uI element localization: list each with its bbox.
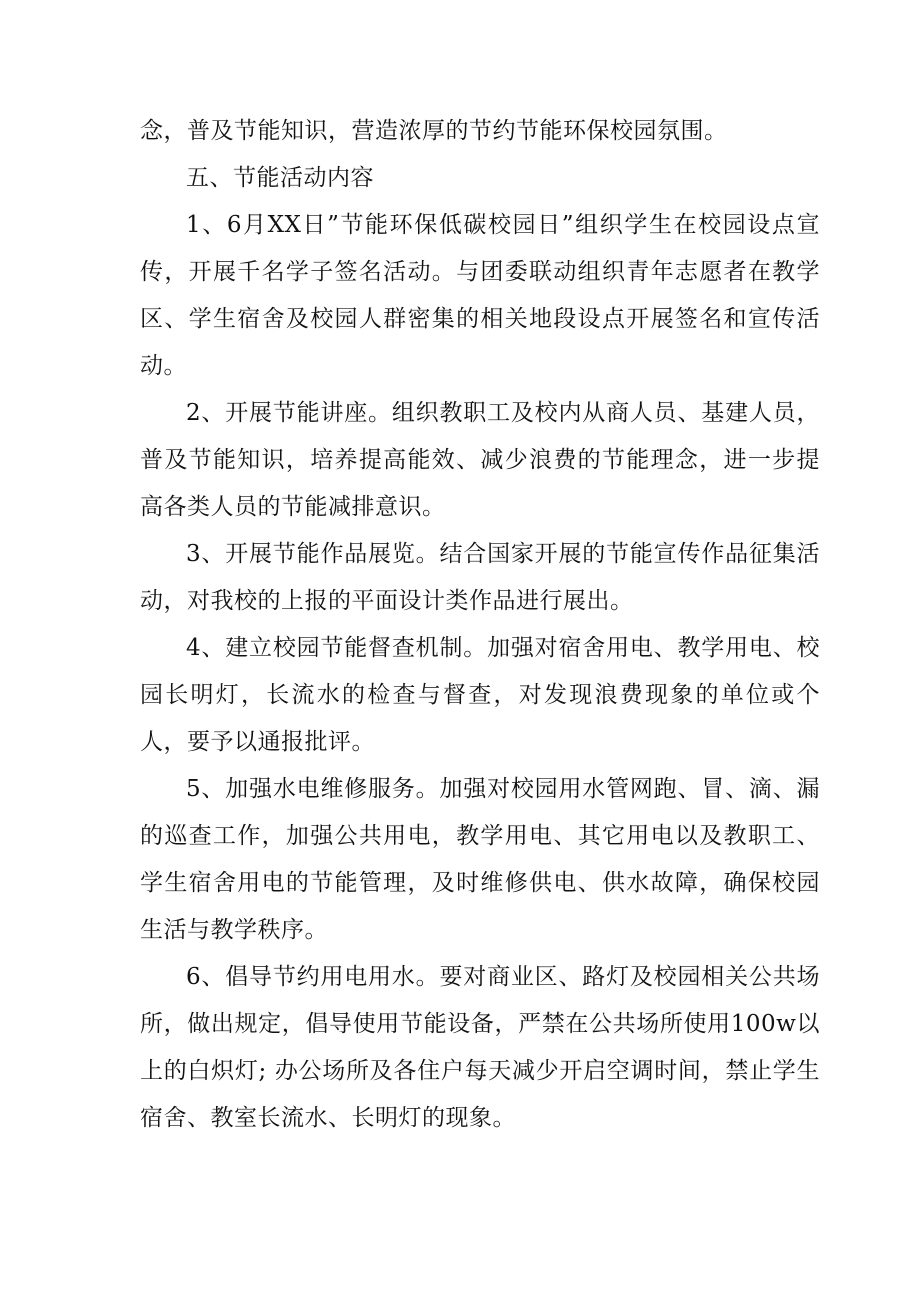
document-body [140,108,820,1142]
paragraph-item-6: 6、倡导节约用电用水。要对商业区、路灯及校园相关公共场所，做出规定，倡导使用节能设备，严禁在公共场所使用100w以上的白炽灯; 办公场所及各住户每天减少开启空调时间，禁止学生宿舍、教室长流水、长明灯的现象。 [140,964,820,1131]
paragraph-item-3: 3、开展节能作品展览。结合国家开展的节能宣传作品征集活动，对我校的上报的平面设计类作品进行展出。 [140,541,820,614]
paragraph-item-2: 2、开展节能讲座。组织教职工及校内从商人员、基建人员，普及节能知识，培养提高能效、减少浪费的节能理念，进一步提高各类人员的节能减排意识。 [140,400,820,520]
paragraph-item-1: 1、6月XX日”节能环保低碳校园日”组织学生在校园设点宣传，开展千名学子签名活动。与团委联动组织青年志愿者在教学区、学生宿舍及校园人群密集的相关地段设点开展签名和宣传活动。 [140,212,820,379]
section-heading-activities: 五、节能活动内容 [186,165,374,191]
paragraph-item-4: 4、建立校园节能督查机制。加强对宿舍用电、教学用电、校园长明灯，长流水的检查与督查，对发现浪费现象的单位或个人，要予以通报批评。 [140,635,820,755]
paragraph-item-5: 5、加强水电维修服务。加强对校园用水管网跑、冒、滴、漏的巡查工作，加强公共用电，教学用电、其它用电以及教职工、学生宿舍用电的节能管理，及时维修供电、供水故障，确保校园生活与教学秩序。 [140,776,820,943]
paragraph-continuation: 念，普及节能知识，营造浓厚的节约节能环保校园氛围。 [140,118,728,144]
